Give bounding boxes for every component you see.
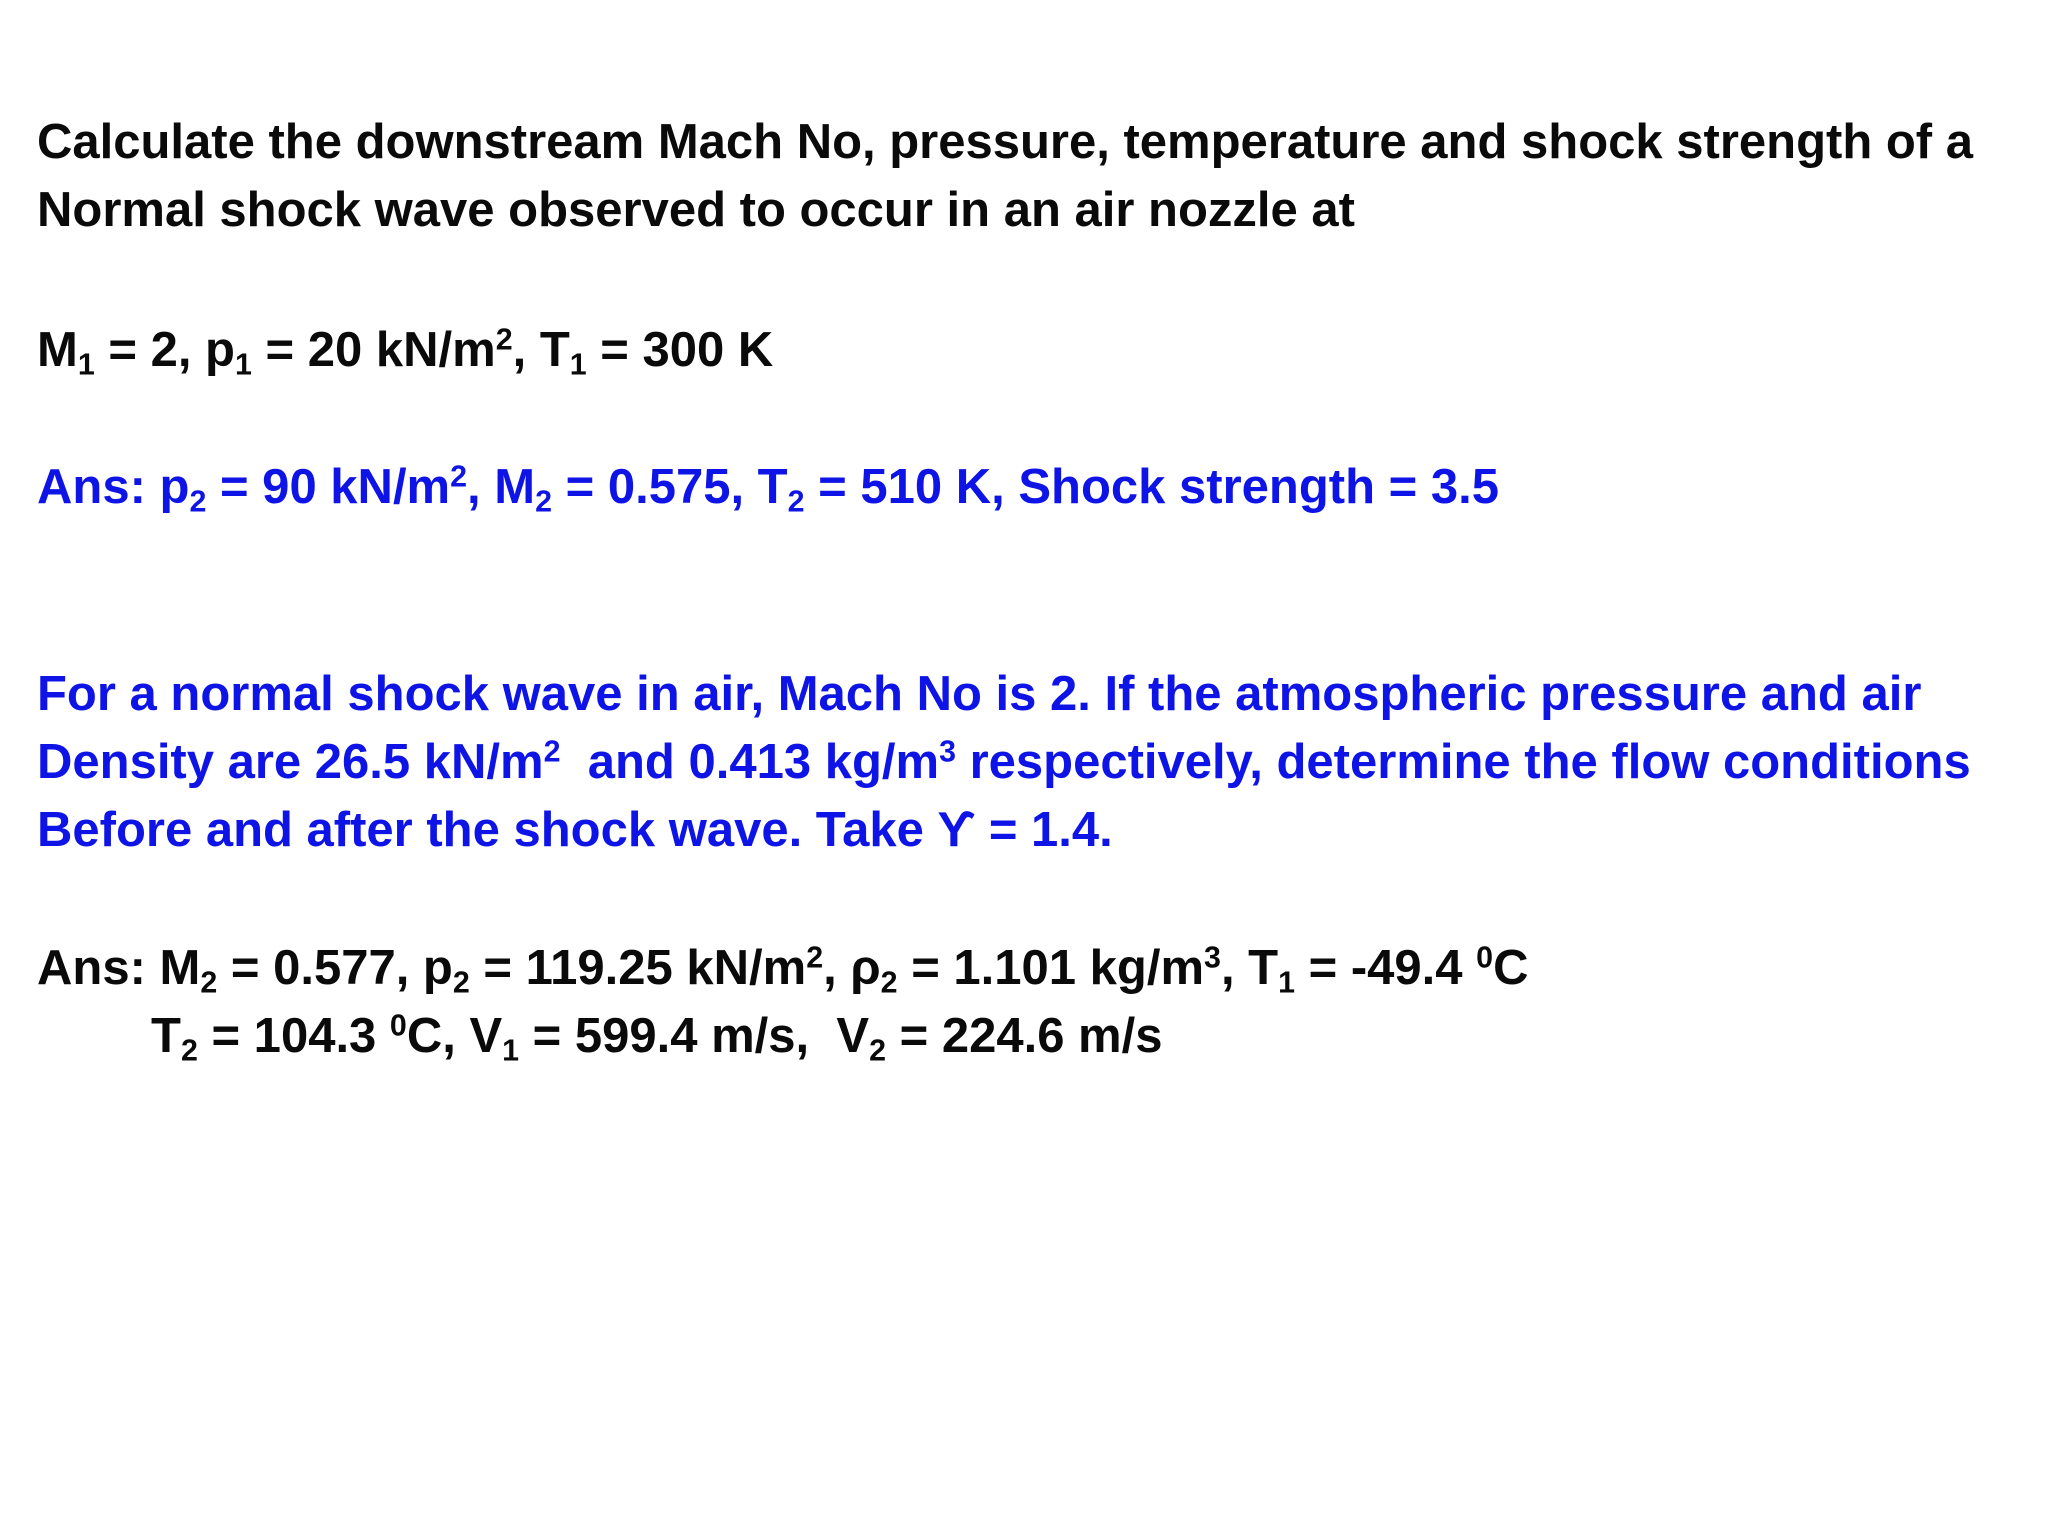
superscript: 2 [543, 734, 561, 769]
superscript: 0 [389, 1008, 407, 1043]
subscript: 2 [535, 484, 552, 519]
problem2-statement-line2 [37, 734, 1971, 789]
problem2-statement-line3: Before and after the shock wave. Take ϒ = 1.4. [37, 803, 1113, 857]
superscript: 3 [939, 734, 956, 769]
text: = 2, p [94, 323, 235, 377]
subscript: 2 [189, 484, 207, 519]
superscript: 2 [806, 940, 824, 975]
text: Ans: p [37, 460, 190, 514]
text: , ρ [823, 941, 881, 995]
superscript: 3 [1204, 940, 1221, 975]
text: M [37, 323, 78, 377]
text: , T [1220, 941, 1279, 995]
subscript: 2 [787, 484, 805, 519]
subscript: 2 [869, 1033, 886, 1068]
subscript: 1 [1278, 965, 1296, 1000]
text: , M [467, 460, 536, 514]
problem1-answer [37, 459, 1499, 519]
problem2-answer-line2 [151, 1008, 1163, 1068]
subscript: 2 [200, 965, 218, 1000]
text: = 224.6 m/s [885, 1009, 1163, 1063]
text: , T [512, 323, 570, 377]
subscript: 1 [569, 347, 587, 382]
subscript: 1 [77, 347, 95, 382]
problem2-statement-line1: For a normal shock wave in air, Mach No is 2. If the atmospheric pressure and air [37, 667, 1922, 721]
text: = 1.101 kg/m [897, 941, 1205, 995]
text: = 119.25 kN/m [469, 941, 807, 995]
text: Density are 26.5 kN/m [37, 735, 544, 789]
superscript: 0 [1476, 940, 1494, 975]
text: C, V [406, 1009, 503, 1063]
problem1-statement-line1: Calculate the downstream Mach No, pressure, temperature and shock strength of a [37, 115, 1973, 169]
text: C [1493, 941, 1529, 995]
text: = 599.4 m/s, V [519, 1009, 870, 1063]
superscript: 2 [495, 322, 513, 357]
text: respectively, determine the flow conditions [955, 735, 1971, 789]
text: = 90 kN/m [206, 460, 451, 514]
text: = -49.4 [1295, 941, 1477, 995]
text: = 104.3 [197, 1009, 390, 1063]
text: = 0.577, p [217, 941, 453, 995]
problem2-answer-line1 [37, 940, 1529, 1000]
text: = 300 K [586, 323, 774, 377]
text: T [151, 1009, 181, 1063]
subscript: 2 [880, 965, 898, 1000]
text: Ans: M [37, 941, 201, 995]
subscript: 2 [180, 1033, 198, 1068]
text: = 20 kN/m [251, 323, 496, 377]
subscript: 1 [502, 1033, 520, 1068]
problem1-statement-line2: Normal shock wave observed to occur in an air nozzle at [37, 183, 1355, 237]
superscript: 2 [450, 459, 468, 494]
subscript: 1 [235, 347, 252, 382]
problem1-given-values [37, 322, 774, 382]
text: = 0.575, T [551, 460, 788, 514]
subscript: 2 [452, 965, 470, 1000]
text: and 0.413 kg/m [560, 735, 940, 789]
text: = 510 K, Shock strength = 3.5 [804, 460, 1499, 514]
